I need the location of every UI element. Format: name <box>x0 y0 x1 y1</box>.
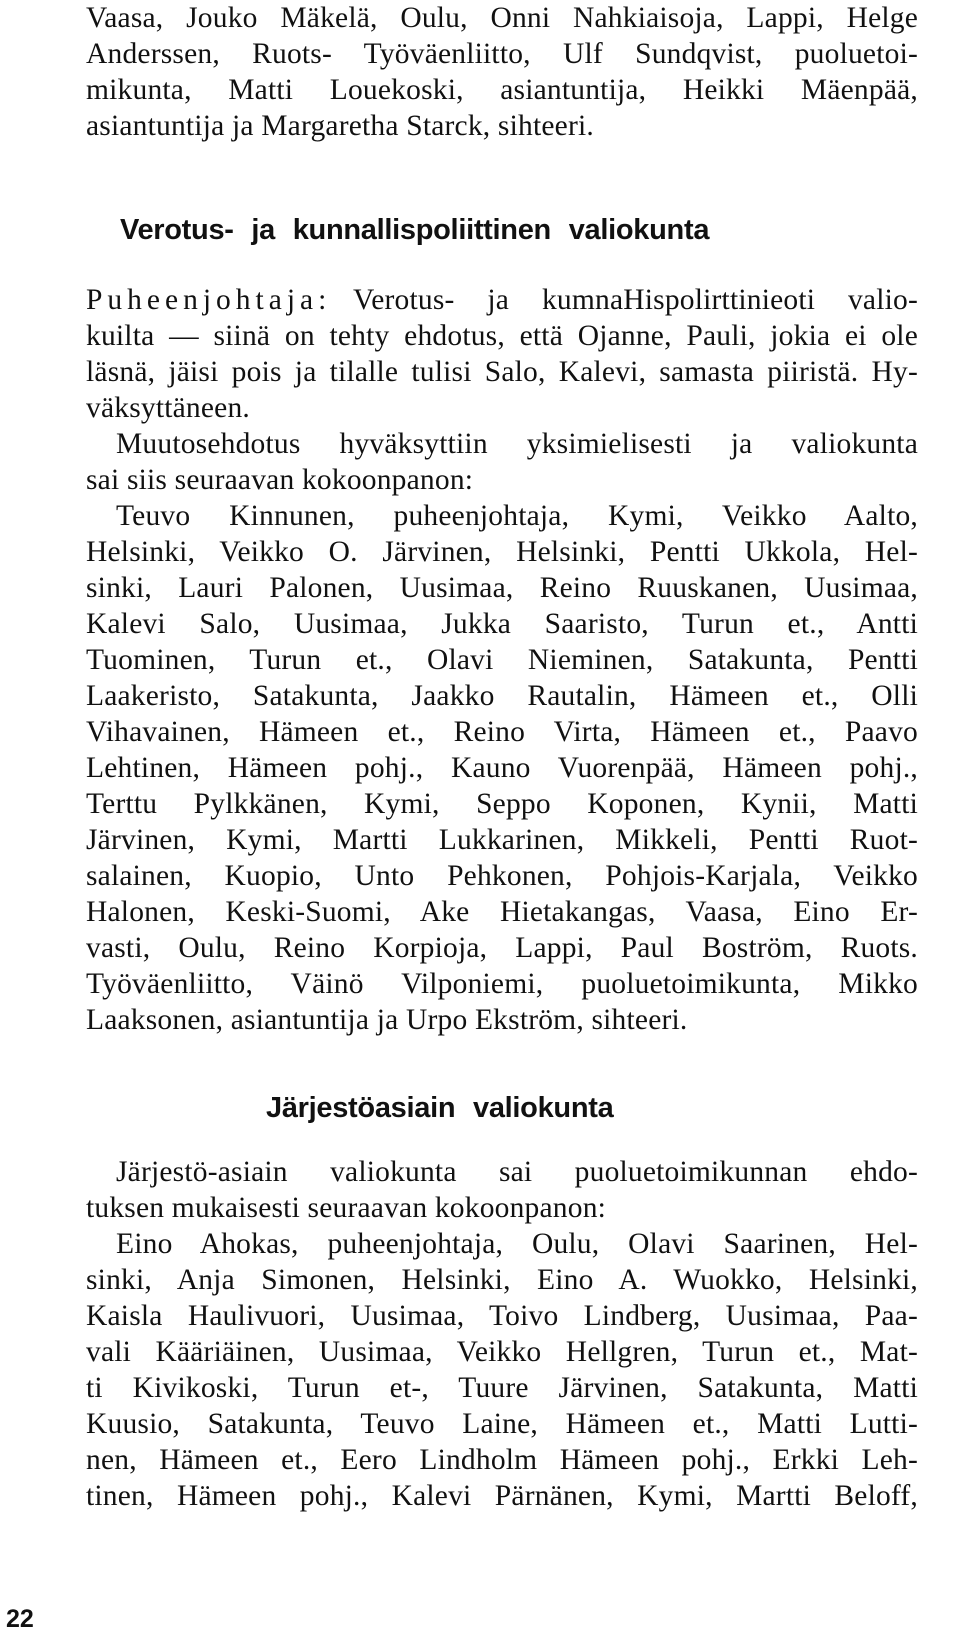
text-line: sinki, Anja Simonen, Helsinki, Eino A. Wuokko, Helsinki, <box>86 1264 918 1296</box>
text-line: Vaasa, Jouko Mäkelä, Oulu, Onni Nahkiaisoja, Lappi, Helge <box>86 2 918 34</box>
text-line: Laaksonen, asiantuntija ja Urpo Ekström, sihteeri. <box>86 1004 688 1036</box>
section-heading-verotus: Verotus- ja kunnallispoliittinen valiokunta <box>120 214 710 246</box>
text-line: ti Kivikoski, Turun et-, Tuure Järvinen, Satakunta, Matti <box>86 1372 918 1404</box>
speaker-label: Puheenjohtaja: <box>86 284 332 316</box>
text-line: Eino Ahokas, puheenjohtaja, Oulu, Olavi Saarinen, Hel- <box>116 1228 918 1260</box>
text-line: asiantuntija ja Margaretha Starck, sihteeri. <box>86 110 594 142</box>
text-line: sinki, Lauri Palonen, Uusimaa, Reino Ruuskanen, Uusimaa, <box>86 572 918 604</box>
text-line: Teuvo Kinnunen, puheenjohtaja, Kymi, Veikko Aalto, <box>116 500 918 532</box>
text-line: tuksen mukaisesti seuraavan kokoonpanon: <box>86 1192 607 1224</box>
text-line: nen, Hämeen et., Eero Lindholm Hämeen pohj., Erkki Leh- <box>86 1444 918 1476</box>
text-line: Halonen, Keski-Suomi, Ake Hietakangas, Vaasa, Eino Er- <box>86 896 918 928</box>
text-line: vasti, Oulu, Reino Korpioja, Lappi, Paul Boström, Ruots. <box>86 932 918 964</box>
text-line: vali Kääriäinen, Uusimaa, Veikko Hellgren, Turun et., Mat- <box>86 1336 918 1368</box>
text-line: Työväenliitto, Väinö Vilponiemi, puoluetoimikunta, Mikko <box>86 968 918 1000</box>
text-line: Järjestö-asiain valiokunta sai puoluetoimikunnan ehdo- <box>116 1156 918 1188</box>
section-heading-jarjesto: Järjestöasiain valiokunta <box>266 1092 614 1124</box>
text-line: tinen, Hämeen pohj., Kalevi Pärnänen, Kymi, Martti Beloff, <box>86 1480 918 1512</box>
text-line: Anderssen, Ruots- Työväenliitto, Ulf Sundqvist, puoluetoi- <box>86 38 918 70</box>
text-line: Kalevi Salo, Uusimaa, Jukka Saaristo, Turun et., Antti <box>86 608 918 640</box>
text-line: läsnä, jäisi pois ja tilalle tulisi Salo, Kalevi, samasta piiristä. Hy- <box>86 356 918 388</box>
text-line: Muutosehdotus hyväksyttiin yksimielisesti ja valiokunta <box>116 428 918 460</box>
text-line: kuilta — siinä on tehty ehdotus, että Ojanne, Pauli, jokia ei ole <box>86 320 918 352</box>
text-line: Laakeristo, Satakunta, Jaakko Rautalin, Hämeen et., Olli <box>86 680 918 712</box>
text-line: sai siis seuraavan kokoonpanon: <box>86 464 474 496</box>
text-line: Järvinen, Kymi, Martti Lukkarinen, Mikkeli, Pentti Ruot- <box>86 824 918 856</box>
text-line: salainen, Kuopio, Unto Pehkonen, Pohjois-Karjala, Veikko <box>86 860 918 892</box>
text-line: Lehtinen, Hämeen pohj., Kauno Vuorenpää, Hämeen pohj., <box>86 752 918 784</box>
text-line: väksyttäneen. <box>86 392 250 424</box>
text-line: mikunta, Matti Louekoski, asiantuntija, Heikki Mäenpää, <box>86 74 918 106</box>
text-line: Vihavainen, Hämeen et., Reino Virta, Hämeen et., Paavo <box>86 716 918 748</box>
text-line: Kaisla Haulivuori, Uusimaa, Toivo Lindberg, Uusimaa, Paa- <box>86 1300 918 1332</box>
page-number: 22 <box>6 1605 34 1633</box>
speaker-line <box>86 282 918 318</box>
text-line: Verotus- ja kumnaHispolirttinieoti valio- <box>353 284 918 316</box>
text-line: Kuusio, Satakunta, Teuvo Laine, Hämeen et., Matti Lutti- <box>86 1408 918 1440</box>
text-line: Terttu Pylkkänen, Kymi, Seppo Koponen, Kynii, Matti <box>86 788 918 820</box>
text-line: Helsinki, Veikko O. Järvinen, Helsinki, Pentti Ukkola, Hel- <box>86 536 918 568</box>
text-line: Tuominen, Turun et., Olavi Nieminen, Satakunta, Pentti <box>86 644 918 676</box>
